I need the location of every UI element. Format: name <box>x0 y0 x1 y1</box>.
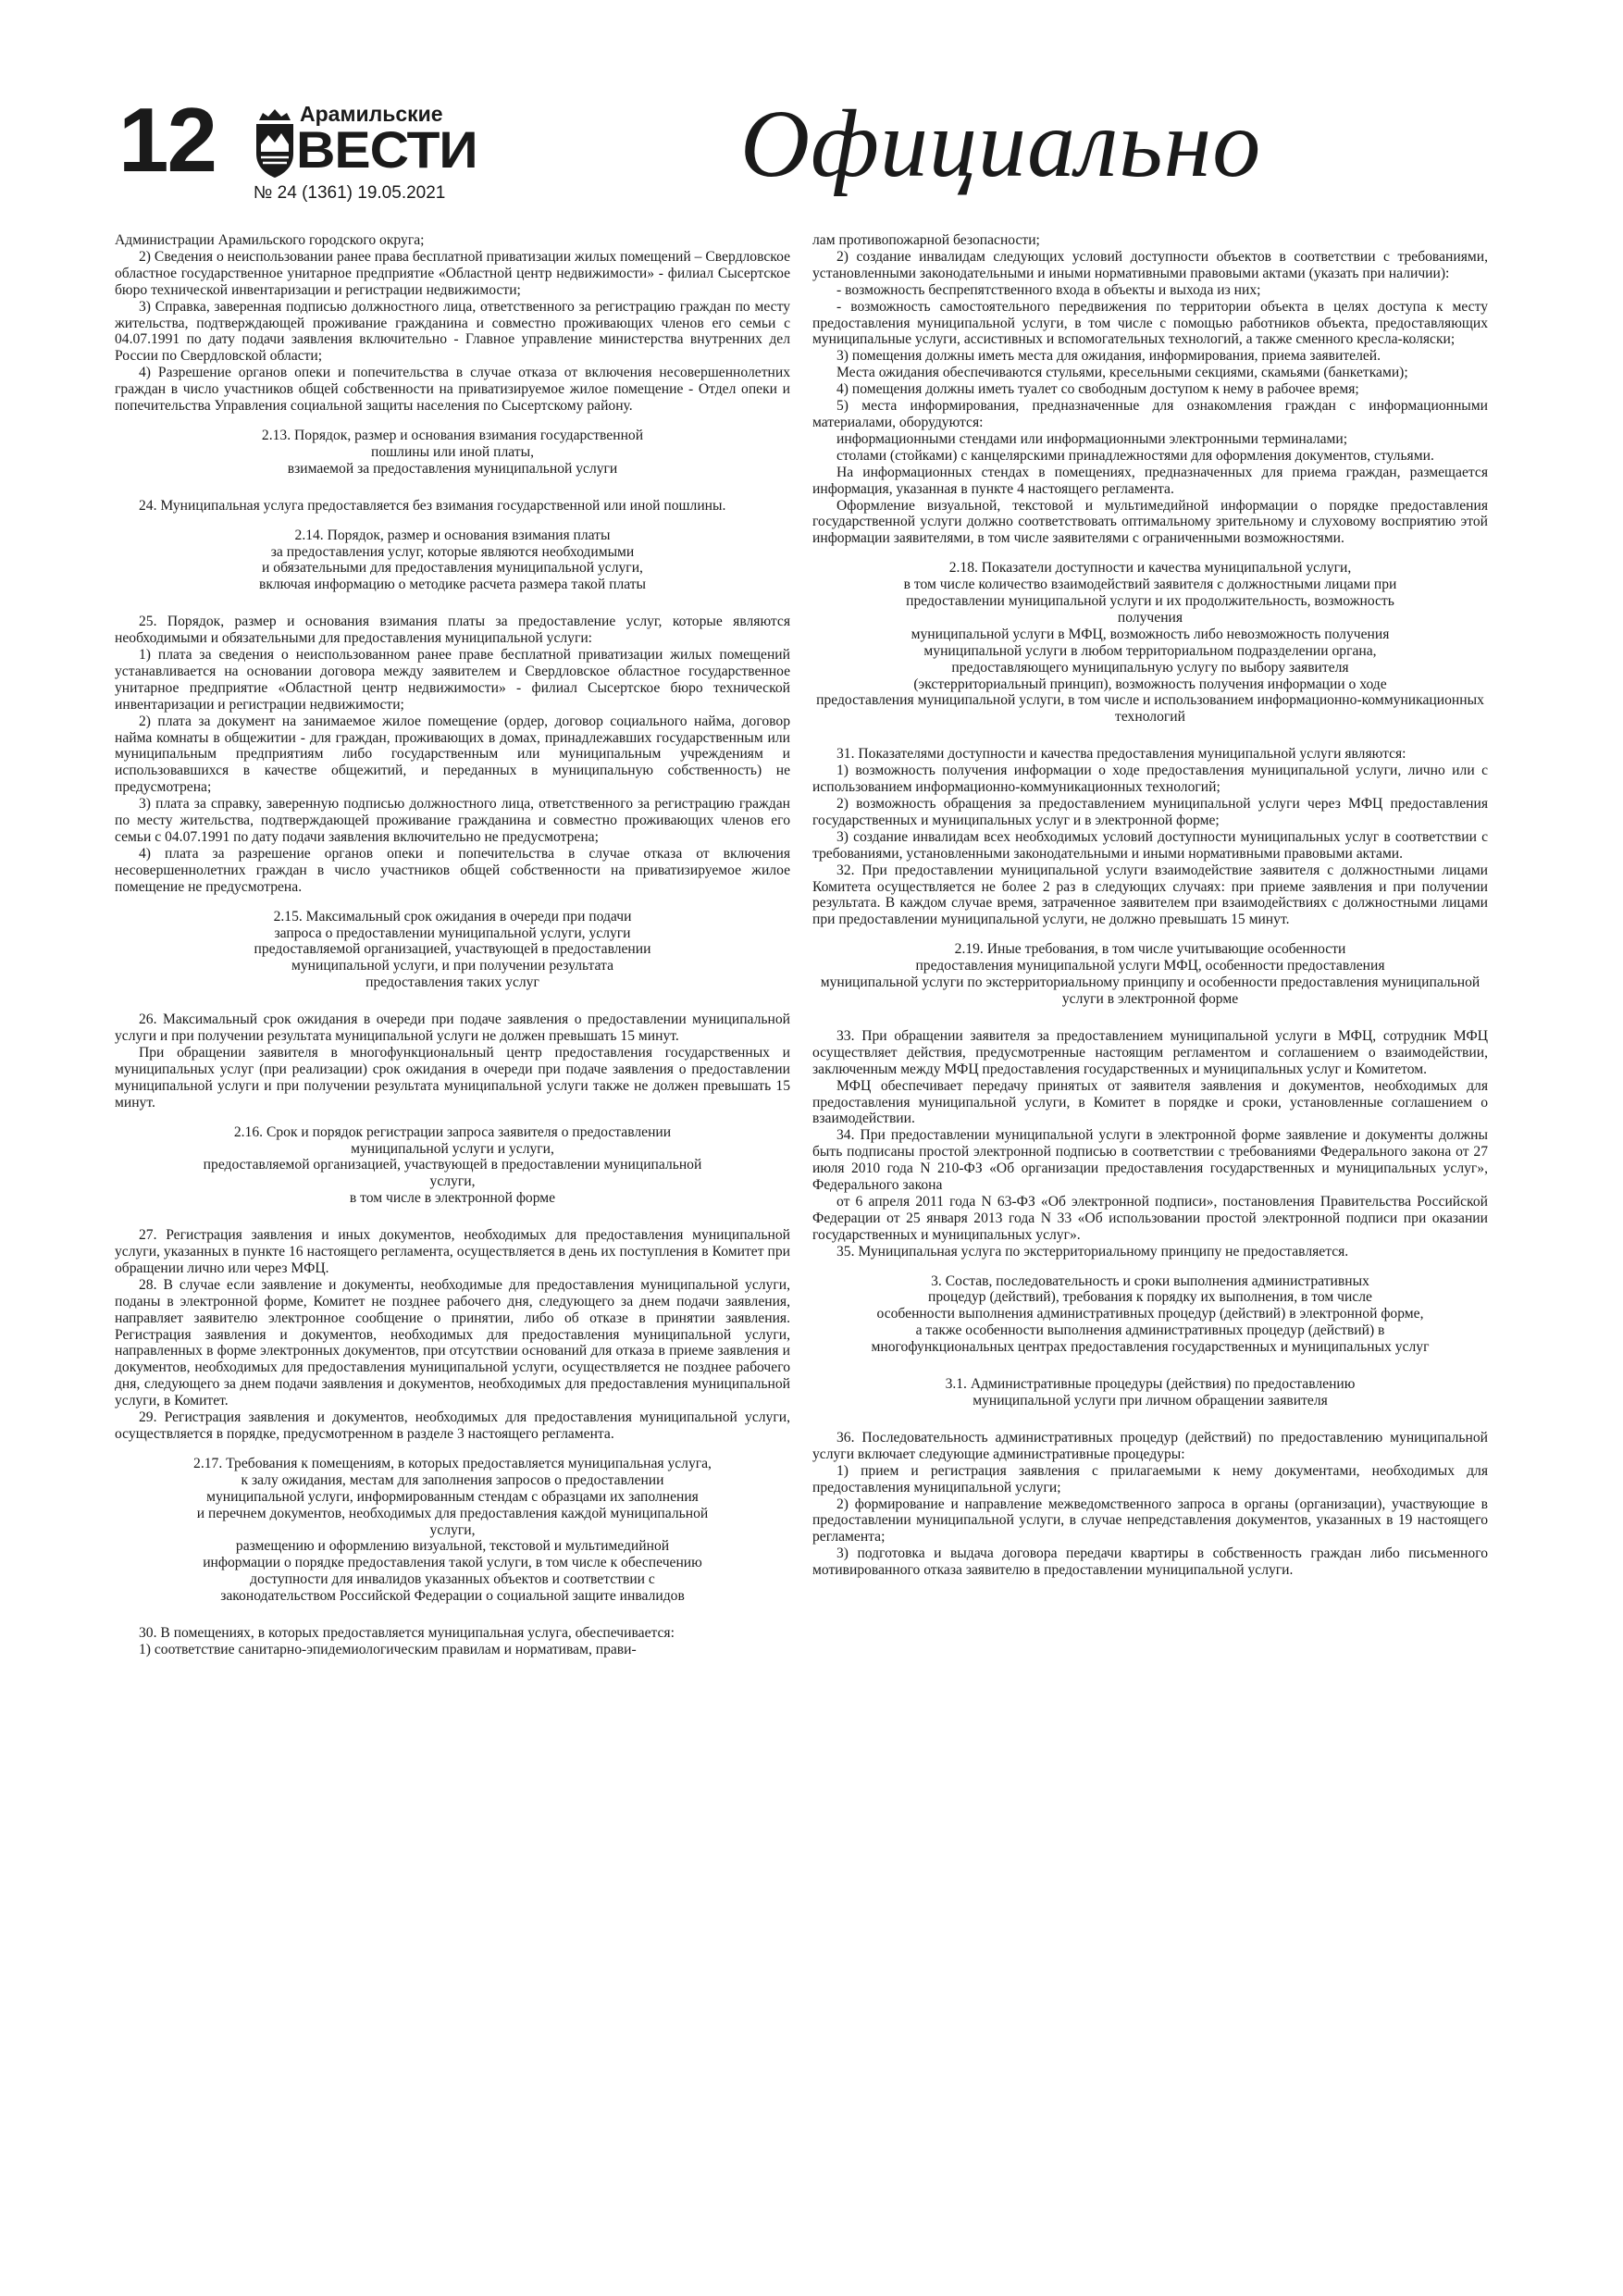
heading-line: (экстерриториальный принцип), возможность получения информации о ходе <box>913 676 1387 692</box>
paragraph: 27. Регистрация заявления и иных документов, необходимых для предоставления муниципальной услуги, указанных в пункте 16 настоящего регламента, осуществляется в день их поступления в Комитет при обращении лично или через МФЦ. <box>115 1227 790 1276</box>
paragraph: 35. Муниципальная услуга по экстерриториальному принципу не предоставляется. <box>836 1243 1349 1260</box>
heading-line: услуги, <box>429 1173 476 1190</box>
paragraph: 3) плата за справку, заверенную подписью должностного лица, ответственного за регистрацию граждан по месту жительства, подтверждающей проживание гражданина и совместно проживающих членов его семьи с 04.07.1991 по дату подачи заявления включительно не предусмотрена; <box>115 796 790 845</box>
heading-line: 2.15. Максимальный срок ожидания в очереди при подачи <box>273 908 632 925</box>
paragraph: 2) создание инвалидам следующих условий доступности объектов в соответствии с требованиями, установленными законодательными и иными нормативными правовыми актами (указать при наличии): <box>812 248 1488 281</box>
paragraph: 34. При предоставлении муниципальной услуги в электронной форме заявление и документы должны быть подписаны простой электронной подписью в соответствии с требованиями Федерального закона от 27 июля 2010 года N 210-ФЗ «Об организации предоставления государственных и муниципальных услуг», Федерального закона <box>812 1127 1488 1194</box>
paragraph: 31. Показателями доступности и качества предоставления муниципальной услуги являются: <box>836 746 1406 763</box>
coat-of-arms-icon <box>254 107 296 180</box>
heading-line: муниципальной услуги, информированным стендам с образцами их заполнения <box>206 1488 699 1505</box>
heading-line: за предоставления услуг, которые являются необходимыми <box>270 543 635 560</box>
paragraph: На информационных стендах в помещениях, предназначенных для приема граждан, размещается информация, указанная в пункте 4 настоящего регламента. <box>812 464 1488 497</box>
paragraph: 24. Муниципальная услуга предоставляется без взимания государственной или иной пошлины. <box>139 497 726 514</box>
section-heading <box>812 1273 1488 1357</box>
heading-line: в том числе количество взаимодействий заявителя с должностными лицами при <box>903 577 1397 593</box>
section-heading <box>812 1376 1488 1409</box>
heading-line: особенности выполнения административных процедур (действий) в электронной форме, <box>876 1306 1424 1322</box>
heading-line: доступности для инвалидов указанных объектов и соответствии с <box>250 1571 655 1588</box>
heading-line: процедур (действий), требования к порядку их выполнения, в том числе <box>928 1289 1372 1306</box>
paragraph: 2) плата за документ на занимаемое жилое помещение (ордер, договор социального найма, договор найма комнаты в общежитии - для граждан, проживающих в домах, принадлежавших государственным или муниципальным предприятиям либо государственным или муниципальным учреждениям и использовавшихся в качестве общежитий, и переданных в муниципальную собственность) не предусмотрена; <box>115 713 790 796</box>
heading-line: предоставляющего муниципальную услугу по выбору заявителя <box>951 659 1349 676</box>
section-heading <box>115 527 790 594</box>
heading-line: 2.17. Требования к помещениям, в которых предоставляется муниципальная услуга, <box>193 1455 712 1471</box>
paragraph: 25. Порядок, размер и основания взимания платы за предоставление услуг, которые являются необходимыми и обязательными для предоставления муниципальной услуги: <box>115 614 790 647</box>
paragraph: 36. Последовательность административных процедур (действий) по предоставлению муниципальной услуги включает следующие административные процедуры: <box>812 1429 1488 1462</box>
heading-line: 2.18. Показатели доступности и качества муниципальной услуги, <box>948 560 1352 577</box>
heading-line: многофункциональных центрах предоставления государственных и муниципальных услуг <box>871 1339 1430 1356</box>
paragraph: 32. При предоставлении муниципальной услуги взаимодействие заявителя с должностными лицами Комитета осуществляется не более 2 раз в следующих случаях: при приеме заявления и при получении результата. В каждом случае время, затраченное заявителем при взаимодействиях с должностными лицами при предоставлении муниципальной услуги, не должно превышать 15 минут. <box>812 862 1488 928</box>
heading-line: в том числе в электронной форме <box>349 1190 556 1207</box>
paragraph: 3) создание инвалидам всех необходимых условий доступности муниципальных услуг в соответствии с требованиями, установленными законодательными и иными нормативными правовыми актами. <box>812 828 1488 862</box>
heading-line: а также особенности выполнения административных процедур (действий) в <box>915 1322 1385 1339</box>
paragraph: МФЦ обеспечивает передачу принятых от заявителя заявления и документов, необходимых для предоставления муниципальной услуги, в Комитет в порядке и сроки, установленные соглашением о взаимодействии. <box>812 1077 1488 1127</box>
paragraph: лам противопожарной безопасности; <box>812 232 1040 248</box>
paragraph: - возможность самостоятельного передвижения по территории объекта в целях доступа к месту предоставления муниципальной услуги, в том числе с помощью работников объекта, предоставляющих муниципальные услуги, ассистивных и вспомогательных технологий, а также сменного кресла-коляски; <box>812 298 1488 348</box>
heading-line: 3. Состав, последовательность и сроки выполнения административных <box>931 1272 1369 1289</box>
paragraph: 2) возможность обращения за предоставлением муниципальной услуги через МФЦ предоставления государственных и муниципальных услуг и в электронной форме; <box>812 796 1488 828</box>
section-heading <box>812 560 1488 726</box>
heading-line: предоставления таких услуг <box>365 974 539 991</box>
paragraph: 1) прием и регистрация заявления с прилагаемыми к нему документами, необходимых для предоставления муниципальной услуги; <box>812 1462 1488 1496</box>
heading-line: 2.16. Срок и порядок регистрации запроса заявителя о предоставлении <box>233 1123 672 1140</box>
logo-subtitle: Арамильские <box>300 102 443 126</box>
paragraph: 28. В случае если заявление и документы, необходимые для предоставления муниципальной услуги, поданы в электронной форме, Комитет не позднее рабочего дня, следующего за днем подачи заявления, направляет заявителю электронное сообщение о принятии, либо об отказе в принятии заявления. Регистрация заявления и документов, необходимых для предоставления муниципальной услуги, направленных в форме электронных документов, при отсутствии оснований для отказа в приеме заявления и документов, необходимых для предоставления муниципальной услуги, осуществляется не позднее рабочего дня, следующего за днем подачи заявления и документов, необходимых для предоставления муниципальной услуги, в Комитет. <box>115 1276 790 1409</box>
paragraph: 33. При обращении заявителя за предоставлением муниципальной услуги в МФЦ, сотрудник МФЦ осуществляет действия, предусмотренные настоящим регламентом и соглашением о взаимодействии, заключенным между МФЦ предоставления государственных и муниципальных услуг и Комитетом. <box>812 1027 1488 1077</box>
heading-line: муниципальной услуги в МФЦ, возможность либо невозможность получения <box>911 626 1390 642</box>
page-number: 12 <box>118 89 217 191</box>
paragraph: 30. В помещениях, в которых предоставляется муниципальная услуга, обеспечивается: <box>139 1625 675 1642</box>
heading-line: предоставляемой организацией, участвующей в предоставлении <box>254 941 651 958</box>
paragraph: 5) места информирования, предназначенные для ознакомления граждан с информационными материалами, оборудуются: <box>812 398 1488 430</box>
heading-line: взимаемой за предоставления муниципальной услуги <box>287 460 618 477</box>
paragraph: 1) возможность получения информации о ходе предоставления муниципальной услуги, лично или с использованием информационно-коммуникационных технологий; <box>812 763 1488 796</box>
section-heading <box>115 909 790 992</box>
paragraph: 3) помещения должны иметь места для ожидания, информирования, приема заявителей. <box>836 348 1381 365</box>
heading-line: информации о порядке предоставления такой услуги, в том числе к обеспечению <box>203 1555 702 1571</box>
paragraph: 3) Справка, заверенная подписью должностного лица, ответственного за регистрацию граждан по месту жительства, подтверждающей проживание гражданина и совместно проживающих членов его семьи с 04.07.1991 по дату подачи заявления включительно - Главное управление министерства внутренних дел России по Свердловской области; <box>115 298 790 365</box>
heading-line: запроса о предоставлении муниципальной услуги, услуги <box>274 925 631 941</box>
heading-line: получения <box>1117 609 1183 626</box>
paragraph: Оформление визуальной, текстовой и мультимедийной информации о порядке предоставления государственной услуги должно соответствовать оптимальному зрительному и слуховому восприятию этой информации заявителями, в том числе заявителями с ограниченными возможностями. <box>812 497 1488 547</box>
paragraph: 3) подготовка и выдача договора передачи квартиры в собственность граждан либо письменного мотивированного отказа заявителю в предоставлении муниципальной услуги. <box>812 1545 1488 1579</box>
masthead <box>0 0 1623 231</box>
heading-line: пошлины или иной платы, <box>371 443 534 460</box>
section-title: Официально <box>740 91 1262 197</box>
section-heading <box>115 1124 790 1208</box>
heading-line: муниципальной услуги при личном обращении заявителя <box>973 1393 1328 1409</box>
issue-number: № 24 (1361) 19.05.2021 <box>254 183 446 203</box>
paragraph: 4) Разрешение органов опеки и попечительства в случае отказа от включения несовершеннолетних граждан в число участников общей собственности на приватизируемое жилое помещение - Отдел опеки и попечительства Управления социальной защиты населения по Сысертскому району. <box>115 365 790 415</box>
paragraph: столами (стойками) с канцелярскими принадлежностями для оформления документов, стульями. <box>836 447 1434 464</box>
paragraph: 2) формирование и направление межведомственного запроса в органы (организации), участвующие в предоставлении муниципальной услуги, в случае непредставления документов, указанных в 19 настоящего регламента; <box>812 1496 1488 1545</box>
paragraph: - возможность беспрепятственного входа в объекты и выхода из них; <box>836 281 1261 298</box>
left-column <box>115 232 790 1658</box>
paragraph: 4) помещения должны иметь туалет со свободным доступом к нему в рабочее время; <box>836 381 1359 398</box>
heading-line: 2.19. Иные требования, в том числе учитывающие особенности <box>954 941 1346 958</box>
heading-line: предоставления муниципальной услуги МФЦ, особенности предоставления <box>915 958 1385 974</box>
paragraph: 26. Максимальный срок ожидания в очереди при подаче заявления о предоставлении муниципальной услуги и при получении результата муниципальной услуги не должен превышать 15 минут. <box>115 1011 790 1045</box>
heading-line: предоставляемой организацией, участвующей в предоставлении муниципальной <box>203 1157 702 1173</box>
heading-line: 3.1. Административные процедуры (действия) по предоставлению <box>945 1376 1356 1393</box>
paragraph: При обращении заявителя в многофункциональный центр предоставления государственных и муниципальных услуг (при реализации) срок ожидания в очереди при подаче заявления о предоставлении муниципальной услуги и при получении результата муниципальной услуги также не должен превышать 15 минут. <box>115 1044 790 1111</box>
heading-line: к залу ожидания, местам для заполнения запросов о предоставлении <box>241 1471 664 1488</box>
heading-line: и обязательными для предоставления муниципальной услуги, <box>262 560 643 577</box>
heading-line: включая информацию о методике расчета размера такой платы <box>258 577 647 593</box>
heading-line: муниципальной услуги в любом территориальном подразделении органа, <box>923 642 1377 659</box>
heading-line: предоставлении муниципальной услуги и их продолжительность, возможность <box>906 593 1394 610</box>
newspaper-logo <box>254 104 476 183</box>
section-heading <box>115 1456 790 1605</box>
right-column <box>812 232 1488 1579</box>
heading-line: 2.13. Порядок, размер и основания взимания государственной <box>261 427 644 443</box>
heading-line: муниципальной услуги, и при получении результата <box>291 958 613 974</box>
paragraph: Администрации Арамильского городского округа; <box>115 232 425 248</box>
heading-line: муниципальной услуги по экстерриториальному принципу и особенности предоставления муниципальной услуги в электронной форме <box>820 974 1481 1007</box>
heading-line: законодательством Российской Федерации о социальной защите инвалидов <box>220 1588 685 1605</box>
paragraph: 29. Регистрация заявления и документов, необходимых для предоставления муниципальной услуги, осуществляется в порядке, предусмотренном в разделе 3 настоящего регламента. <box>115 1409 790 1442</box>
heading-line: предоставления муниципальной услуги, в том числе и использованием информационно-коммуникационных технологий <box>816 692 1484 726</box>
heading-line: муниципальной услуги и услуги, <box>351 1140 554 1157</box>
paragraph: 4) плата за разрешение органов опеки и попечительства в случае отказа от включения несовершеннолетних граждан в число участников общей собственности на приватизируемое жилое помещение не предусмотрена. <box>115 845 790 895</box>
paragraph: Места ожидания обеспечиваются стульями, кресельными секциями, скамьями (банкетками); <box>836 365 1408 381</box>
heading-line: и перечнем документов, необходимых для предоставления каждой муниципальной <box>196 1505 709 1521</box>
heading-line: 2.14. Порядок, размер и основания взимания платы <box>294 527 611 543</box>
paragraph: 1) плата за сведения о неиспользованном ранее праве бесплатной приватизации жилых помещений устанавливается на основании договора между заявителем и Свердловское областное государственное унитарное предприятие «Областной центр недвижимости» - филиал Сысертское бюро технической инвентаризации и регистрации недвижимости; <box>115 647 790 713</box>
logo-title: ВЕСТИ <box>296 120 477 179</box>
section-heading <box>115 428 790 478</box>
paragraph: 1) соответствие санитарно-эпидемиологическим правилам и нормативам, прави- <box>139 1641 637 1657</box>
heading-line: услуги, <box>429 1521 476 1538</box>
section-heading <box>812 941 1488 1008</box>
paragraph: информационными стендами или информационными электронными терминалами; <box>836 430 1348 447</box>
paragraph: 2) Сведения о неиспользовании ранее права бесплатной приватизации жилых помещений – Свердловское областное государственное унитарное предприятие «Областной центр недвижимости» - филиал Сысертское бюро технической инвентаризации и регистрации недвижимости; <box>115 248 790 298</box>
paragraph: от 6 апреля 2011 года N 63-ФЗ «Об электронной подписи», постановления Правительства Российской Федерации от 25 января 2013 года N 33 «Об использовании простой электронной подписи при оказании государственных и муниципальных услуг». <box>812 1193 1488 1243</box>
heading-line: размещению и оформлению визуальной, текстовой и мультимедийной <box>235 1538 670 1555</box>
